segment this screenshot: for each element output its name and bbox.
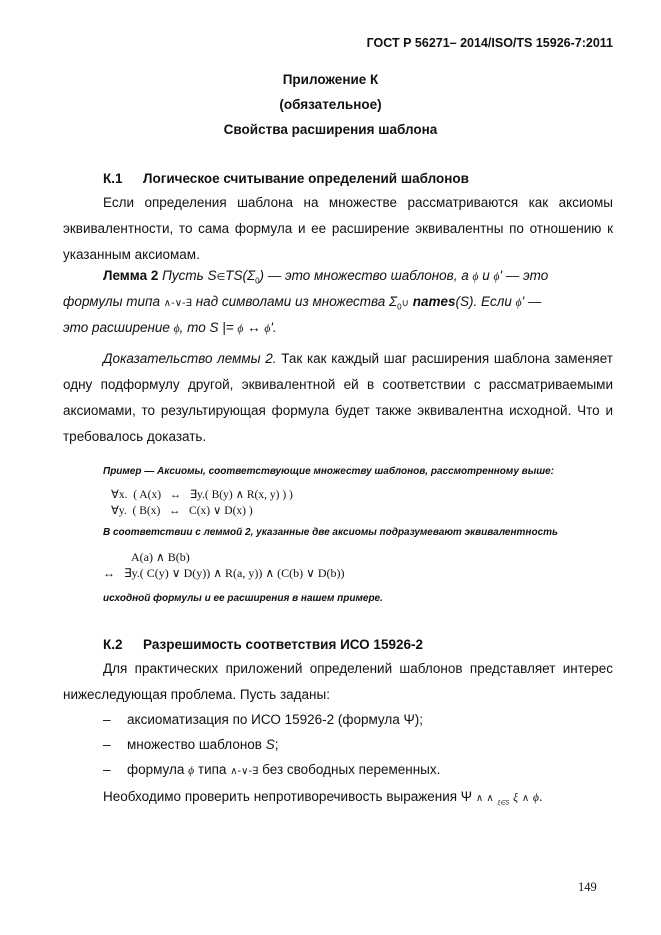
lemma-line-2 [63, 294, 541, 312]
subscript: 0 [397, 302, 402, 312]
k1-paragraph [63, 190, 613, 268]
axiom-2: ∀y. ( B(x) ↔ C(x) ∨ D(x) ) [111, 505, 253, 517]
example-mid: В соответствии с леммой 2, указанные две аксиомы подразумевают эквивалентность [103, 527, 558, 538]
list-text: аксиоматизация по ИСО 15926-2 (формула Ψ); [127, 712, 424, 727]
phi-symbol: ϕ [532, 792, 539, 804]
final-statement [103, 789, 543, 807]
section-number: К.1 [103, 171, 123, 186]
formula-line-1: A(a) ∧ B(b) [131, 550, 190, 564]
xi-symbol: ξ [513, 792, 519, 804]
proof-label: Доказательство леммы 2. [103, 351, 277, 366]
standard-header: ГОСТ Р 56271– 2014/ISO/TS 15926-7:2011 [366, 36, 613, 50]
phi-symbol: ϕ [472, 271, 479, 283]
text: ' — [521, 294, 542, 309]
phi-symbol: ϕ [237, 323, 244, 335]
appendix-title: Приложение К [282, 72, 379, 87]
list-dash: – [103, 762, 111, 777]
formula-type-symbol: ∧-∨-∃ [230, 766, 259, 777]
paragraph-text: Для практических приложений определений шаблонов представляет интерес нижеследующая проблема. Пусть заданы: [63, 661, 613, 702]
list-item-2 [103, 737, 279, 752]
formula-type-symbol: ∧-∨-∃ [163, 298, 192, 309]
section-number: К.2 [103, 637, 123, 652]
section-k1-heading [103, 171, 469, 186]
appendix-status: (обязательное) [279, 97, 382, 112]
phi-symbol: ϕ [188, 765, 195, 777]
list-dash: – [103, 737, 111, 752]
list-text: ; [274, 737, 279, 752]
subscript: ξ∈S [497, 800, 510, 807]
list-text: формула [127, 762, 185, 777]
text: TS(Σ [225, 268, 256, 283]
paragraph-text: Если определения шаблона на множестве рассматриваются как аксиомы эквивалентности, то сама формула и ее расширение эквивалентны по отношению к указанным аксиомам. [63, 195, 613, 262]
formula-line-2: ↔ ∃y.( C(y) ∨ D(y)) ∧ R(a, y)) ∧ (C(b) ∨ D(b)) [103, 566, 345, 580]
axiom-1: ∀x. ( A(x) ↔ ∃y.( B(y) ∧ R(x, y) ) ) [111, 489, 293, 501]
proof-text: Так как каждый шаг расширения шаблона заменяет одну подформулу другой, эквивалентной ей в соответствии с рассматриваемыми аксиомами, то результирующая формула будет также эквивалентна исходной. Что и требовалось доказать. [63, 351, 613, 444]
phi-symbol: ϕ [173, 323, 180, 335]
text: '. [270, 320, 277, 335]
lemma-line-1 [103, 268, 548, 286]
lemma-label: Лемма 2 [103, 268, 159, 283]
list-item-3 [103, 762, 440, 777]
proof-paragraph [63, 346, 613, 450]
subscript: 0 [255, 276, 260, 286]
text: . [538, 789, 543, 804]
conjunction-symbol: ∧ ∧ [475, 793, 494, 804]
text: формулы типа [63, 294, 160, 309]
text: , то S |= [179, 320, 234, 335]
conjunction-symbol: ∧ [521, 793, 530, 804]
text: ' — это [499, 268, 549, 283]
list-item-1 [103, 712, 423, 727]
phi-symbol: ϕ [515, 297, 522, 309]
lemma-line-3 [63, 320, 277, 335]
page-number: 149 [578, 880, 597, 894]
text: Необходимо проверить непротиворечивость выражения Ψ [103, 789, 473, 804]
k2-paragraph [63, 656, 613, 708]
text: и [482, 268, 490, 283]
section-title: Разрешимость соответствия ИСО 15926-2 [143, 637, 423, 652]
list-text: без свободных переменных. [262, 762, 441, 777]
text: Пусть S [162, 268, 217, 283]
phi-symbol: ϕ [264, 323, 271, 335]
list-text: типа [197, 762, 227, 777]
set-symbol: S [265, 737, 275, 752]
iff-symbol: ↔ [247, 320, 261, 335]
example-end: исходной формулы и ее расширения в нашем примере. [103, 593, 383, 604]
text: это расширение [63, 320, 170, 335]
section-k2-heading [103, 637, 423, 652]
text: (S). Если [455, 294, 512, 309]
list-text: множество шаблонов [127, 737, 262, 752]
list-dash: – [103, 712, 111, 727]
element-of-symbol: ∈ [216, 272, 226, 283]
union-symbol: ∪ [401, 298, 409, 309]
text: над символами из множества Σ [195, 294, 398, 309]
section-title: Логическое считывание определений шаблонов [143, 171, 469, 186]
appendix-name: Свойства расширения шаблона [223, 122, 438, 137]
example-intro: Пример — Аксиомы, соответствующие множеству шаблонов, рассмотренному выше: [103, 466, 555, 477]
names-function: names [412, 294, 456, 309]
phi-symbol: ϕ [493, 271, 500, 283]
text: ) — это множество шаблонов, а [259, 268, 469, 283]
